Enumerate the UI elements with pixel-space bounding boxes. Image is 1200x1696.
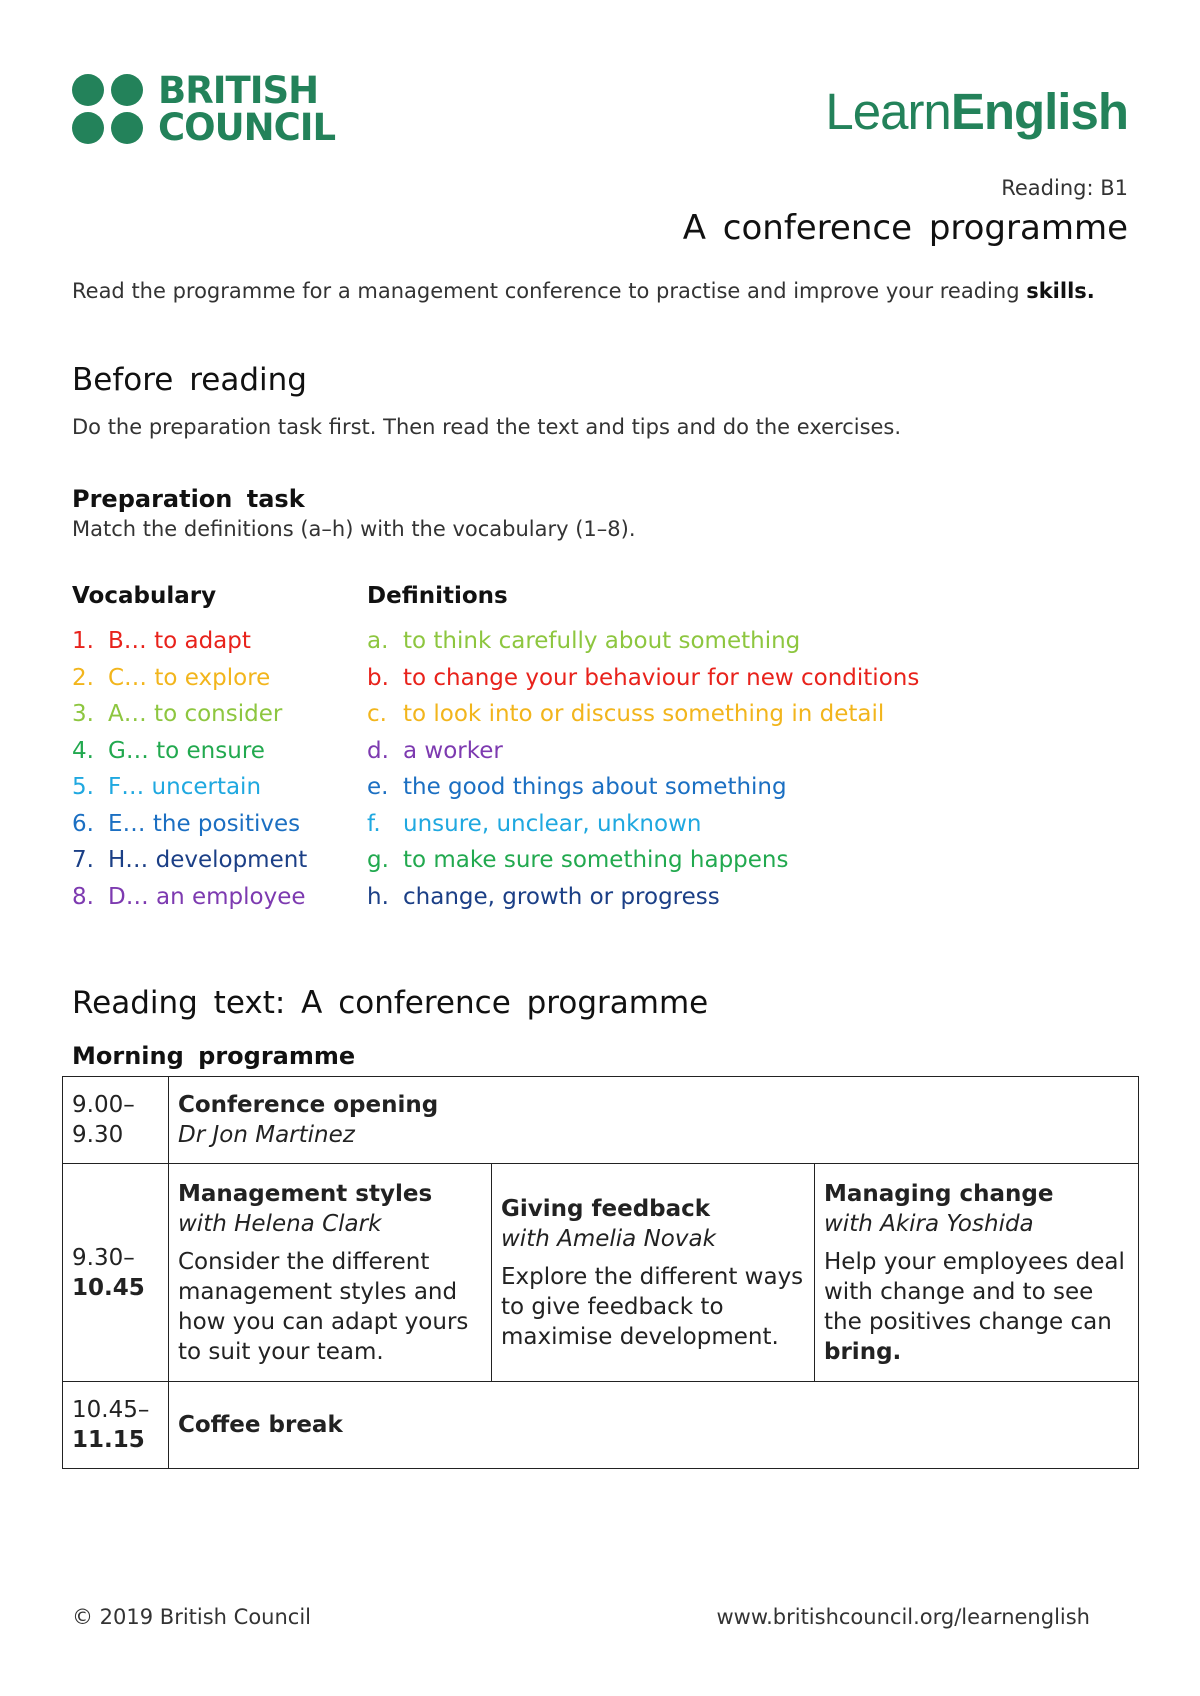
item-text: to look into or discuss something in detail bbox=[403, 701, 885, 727]
item-text: B… to adapt bbox=[108, 628, 251, 654]
intro-paragraph bbox=[72, 276, 1112, 306]
vocabulary-heading: Vocabulary bbox=[72, 583, 217, 609]
item-marker: 6. bbox=[72, 810, 94, 837]
preparation-heading: Preparation task bbox=[72, 485, 305, 513]
item-marker: c. bbox=[367, 701, 387, 727]
session-speaker: with Akira Yoshida bbox=[824, 1210, 1034, 1237]
session-speaker: with Helena Clark bbox=[178, 1210, 382, 1237]
time-end: 9.30 bbox=[72, 1122, 124, 1148]
time-cell bbox=[63, 1164, 169, 1382]
item-marker: 4. bbox=[72, 737, 94, 764]
list-item bbox=[367, 696, 919, 733]
learnenglish-logo bbox=[825, 82, 1128, 141]
session-title: Coffee break bbox=[178, 1412, 343, 1438]
logo-dots-icon bbox=[72, 74, 144, 144]
session-cell bbox=[815, 1164, 1139, 1382]
time-cell bbox=[63, 1382, 169, 1469]
item-marker: 1. bbox=[72, 628, 94, 654]
definitions-heading: Definitions bbox=[367, 583, 508, 609]
item-text: C… to explore bbox=[108, 664, 271, 691]
list-item bbox=[72, 806, 307, 843]
preparation-instruction: Match the definitions (a–h) with the vocabulary (1–8). bbox=[72, 517, 636, 541]
item-text: unsure, unclear, unknown bbox=[403, 810, 702, 837]
list-item bbox=[72, 660, 307, 697]
item-marker: e. bbox=[367, 774, 389, 800]
logo-learn: Learn bbox=[825, 83, 951, 140]
item-marker: 7. bbox=[72, 847, 94, 873]
session-description bbox=[178, 1247, 482, 1367]
list-item bbox=[367, 879, 919, 916]
item-marker: a. bbox=[367, 628, 389, 654]
description-text: Consider the different management styles and how you can adapt yours to suit your team. bbox=[178, 1248, 469, 1365]
british-council-logo bbox=[72, 69, 336, 149]
programme-table bbox=[62, 1076, 1139, 1469]
time-start: 10.45– bbox=[72, 1397, 150, 1423]
item-text: H… development bbox=[108, 847, 308, 873]
list-item bbox=[367, 769, 919, 806]
item-text: to make sure something happens bbox=[403, 847, 789, 873]
table-row bbox=[63, 1382, 1139, 1469]
item-marker: h. bbox=[367, 883, 389, 910]
item-text: to think carefully about something bbox=[403, 628, 801, 654]
item-text: the good things about something bbox=[403, 774, 787, 800]
item-text: E… the positives bbox=[108, 810, 301, 837]
session-speaker: with Amelia Novak bbox=[501, 1225, 716, 1252]
logo-english: English bbox=[950, 83, 1128, 140]
table-row bbox=[63, 1164, 1139, 1382]
description-bold: bring. bbox=[824, 1338, 902, 1365]
level-label: Reading: B1 bbox=[1001, 176, 1128, 200]
list-item bbox=[367, 660, 919, 697]
list-item bbox=[72, 769, 307, 806]
time-end: 10.45 bbox=[72, 1274, 145, 1301]
item-text: a worker bbox=[403, 737, 503, 764]
list-item bbox=[72, 623, 307, 660]
morning-programme-heading: Morning programme bbox=[72, 1042, 356, 1070]
item-marker: 5. bbox=[72, 774, 94, 800]
item-text: A… to consider bbox=[108, 701, 283, 727]
description-text: Explore the different ways to give feedback to maximise development. bbox=[501, 1263, 804, 1350]
list-item bbox=[367, 806, 919, 843]
list-item bbox=[367, 733, 919, 770]
list-item bbox=[367, 623, 919, 660]
copyright: © 2019 British Council bbox=[72, 1605, 312, 1629]
session-title: Conference opening bbox=[178, 1092, 439, 1118]
session-speaker: Dr Jon Martinez bbox=[178, 1122, 355, 1148]
session-cell bbox=[492, 1164, 815, 1382]
session-cell bbox=[169, 1164, 492, 1382]
session-cell bbox=[169, 1077, 1139, 1164]
before-reading-text: Do the preparation task first. Then read the text and tips and do the exercises. bbox=[72, 415, 902, 439]
logo-text-line2: COUNCIL bbox=[158, 106, 336, 149]
item-marker: d. bbox=[367, 737, 389, 764]
item-marker: 2. bbox=[72, 664, 94, 691]
table-row bbox=[63, 1077, 1139, 1164]
item-marker: g. bbox=[367, 847, 389, 873]
item-marker: 3. bbox=[72, 701, 94, 727]
item-text: F… uncertain bbox=[108, 774, 262, 800]
item-marker: b. bbox=[367, 664, 389, 691]
session-title: Giving feedback bbox=[501, 1195, 711, 1222]
page-title: A conference programme bbox=[682, 208, 1128, 248]
session-cell bbox=[169, 1382, 1139, 1469]
intro-text: Read the programme for a management conference to practise and improve your reading bbox=[72, 279, 1027, 303]
list-item bbox=[72, 842, 307, 879]
time-end: 11.15 bbox=[72, 1427, 145, 1453]
item-text: G… to ensure bbox=[108, 737, 265, 764]
time-cell bbox=[63, 1077, 169, 1164]
item-text: to change your behaviour for new conditions bbox=[403, 664, 920, 691]
before-reading-heading: Before reading bbox=[72, 362, 307, 398]
definitions-list bbox=[367, 623, 919, 915]
description-text: Help your employees deal with change and to see the positives change can bbox=[824, 1248, 1125, 1335]
session-title: Management styles bbox=[178, 1180, 433, 1207]
session-description bbox=[824, 1247, 1129, 1367]
session-title: Managing change bbox=[824, 1180, 1054, 1207]
item-marker: f. bbox=[367, 810, 381, 837]
list-item bbox=[72, 696, 307, 733]
item-text: D… an employee bbox=[108, 883, 306, 910]
list-item bbox=[72, 879, 307, 916]
vocabulary-list bbox=[72, 623, 307, 915]
list-item bbox=[72, 733, 307, 770]
reading-text-heading: Reading text: A conference programme bbox=[72, 985, 709, 1021]
time-start: 9.00– bbox=[72, 1092, 135, 1118]
item-marker: 8. bbox=[72, 883, 94, 910]
session-description bbox=[501, 1262, 805, 1352]
website-url: www.britishcouncil.org/learnenglish bbox=[716, 1605, 1090, 1629]
time-start: 9.30– bbox=[72, 1244, 135, 1271]
item-text: change, growth or progress bbox=[403, 883, 720, 910]
logo-text-line1: BRITISH bbox=[158, 69, 319, 112]
intro-bold: skills. bbox=[1026, 279, 1095, 303]
list-item bbox=[367, 842, 919, 879]
